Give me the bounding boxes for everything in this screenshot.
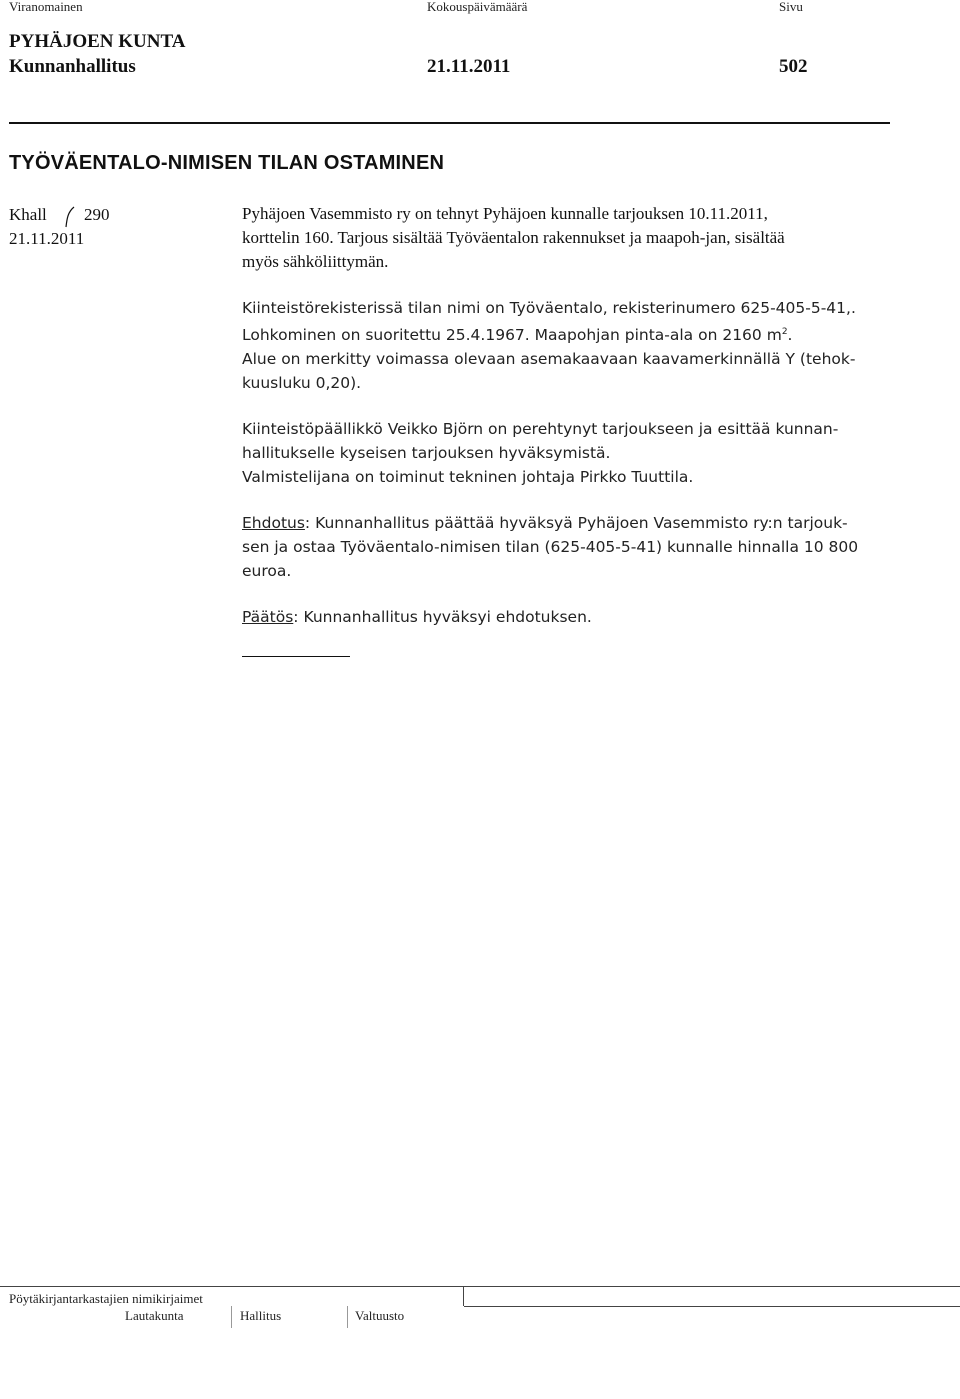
organization-name: PYHÄJOEN KUNTA (9, 31, 186, 52)
footer-column-council: Valtuusto (355, 1308, 405, 1323)
text-line: euroa. (242, 562, 292, 581)
paragraph-offer (242, 202, 892, 274)
text-line: Kiinteistörekisterissä tilan nimi on Työväentalo, rekisterinumero 625-405-5-41,. (242, 299, 856, 317)
text-line (242, 605, 892, 629)
footer-column-board: Hallitus (240, 1308, 282, 1323)
paragraph-property (242, 296, 892, 395)
text-line: myös sähköliittymän. (242, 252, 389, 271)
section-end-rule (242, 656, 350, 657)
proposal-label: Ehdotus (242, 514, 305, 533)
page-number: 502 (779, 56, 808, 77)
text-line: korttelin 160. Tarjous sisältää Työväentalon rakennukset ja maapoh-jan, sisältää (242, 228, 785, 247)
footer-column-divider (347, 1306, 348, 1328)
decision-label: Päätös (242, 608, 294, 627)
text-line: hallitukselle kyseisen tarjouksen hyväksymistä. (242, 444, 611, 463)
paragraph-decision (242, 605, 892, 629)
paragraph-proposal (242, 511, 892, 583)
meeting-date: 21.11.2011 (427, 56, 511, 77)
text-fragment: . (787, 326, 793, 345)
text-line: Kiinteistöpäällikkö Veikko Björn on perehtynyt tarjoukseen ja esittää kunnan- (242, 420, 839, 439)
superscript: 2 (781, 327, 788, 337)
text-line: kuusluku 0,20). (242, 374, 362, 393)
text-fragment: : Kunnanhallitus päättää hyväksyä Pyhäjoen Vasemmisto ry:n tarjouk- (304, 514, 848, 533)
text-line: Pyhäjoen Vasemmisto ry on tehnyt Pyhäjoen kunnalle tarjouksen 10.11.2011, (242, 204, 768, 223)
text-line: Alue on merkitty voimassa olevaan asemakaavaan kaavamerkinnällä Y (tehok- (242, 350, 856, 369)
paragraph-preparation (242, 417, 892, 489)
header-label-meeting-date: Kokouspäivämäärä (427, 0, 528, 14)
text-fragment: Maapohjan pinta-ala on 2160 m (534, 326, 782, 345)
text-line (242, 511, 892, 535)
text-fragment: : Kunnanhallitus hyväksyi ehdotuksen. (293, 608, 592, 627)
meta-org: Khall (9, 205, 47, 224)
text-line (242, 320, 892, 347)
governing-body: Kunnanhallitus (9, 56, 136, 77)
header-label-page: Sivu (779, 0, 803, 14)
text-line: sen ja ostaa Työväentalo-nimisen tilan (625-405-5-41) kunnalle hinnalla 10 800 (242, 538, 859, 557)
header-label-officer: Viranomainen (9, 0, 83, 14)
meta-section-number: 290 (84, 205, 110, 224)
meta-date: 21.11.2011 (9, 229, 85, 248)
footer-box-edge (463, 1287, 464, 1306)
page-title: TYÖVÄENTALO-NIMISEN TILAN OSTAMINEN (9, 152, 445, 174)
footer-column-divider (231, 1306, 232, 1328)
text-line: Valmistelijana on toiminut tekninen johtaja Pirkko Tuuttila. (242, 468, 694, 487)
minutes-body (242, 202, 892, 651)
footer-divider (0, 1286, 960, 1287)
footer-box-rule (464, 1306, 960, 1307)
section-mark-icon (64, 206, 76, 228)
footer-column-committee: Lautakunta (125, 1308, 184, 1323)
text-fragment: Lohkominen on suoritettu 25.4.1967. (242, 326, 530, 345)
footer-signatures-label: Pöytäkirjantarkastajien nimikirjaimet (9, 1291, 203, 1306)
header-divider (9, 122, 890, 124)
